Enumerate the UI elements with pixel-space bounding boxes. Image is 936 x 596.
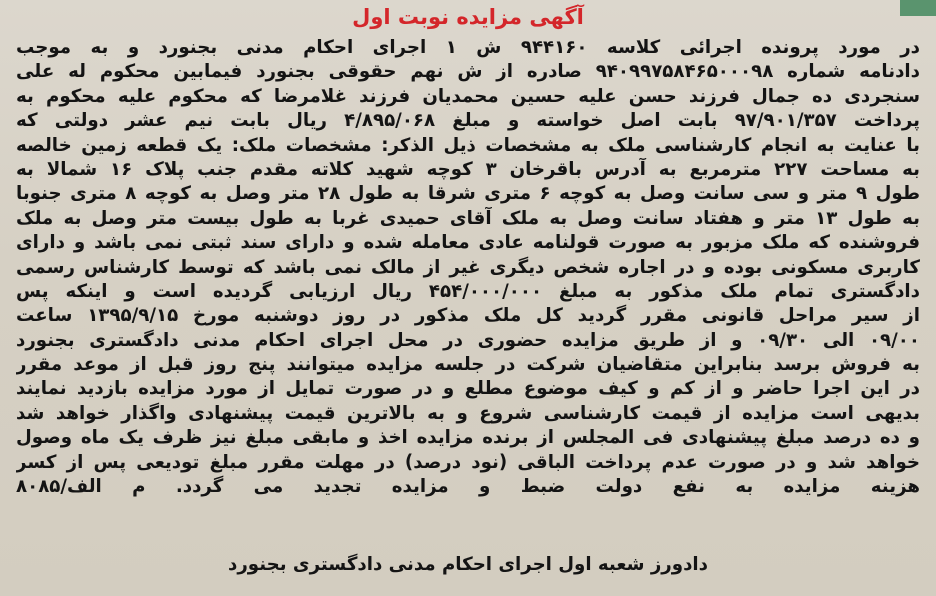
notice-signature: دادورز شعبه اول اجرای احکام مدنی دادگستری بجنورد — [228, 554, 708, 575]
notice-line: دادنامه شماره ۹۴۰۹۹۷۵۸۴۶۵۰۰۰۹۸ صادره از ش نهم حقوقی بجنورد فیمابین محکوم له علی — [16, 61, 920, 83]
notice-line: کاربری مسکونی بوده و در اجاره شخص دیگری غیر از مالک نمی باشد که توسط کارشناس رسمی — [16, 256, 920, 278]
notice-line: در مورد پرونده اجرائی کلاسه ۹۴۴۱۶۰ ش ۱ اجرای احکام مدنی بجنورد و به موجب — [16, 37, 920, 58]
notice-body — [16, 36, 920, 499]
notice-line: از سیر مراحل قانونی مقرر گردید کل ملک مذکور در روز دوشنبه مورخ ۱۳۹۵/۹/۱۵ ساعت — [16, 305, 920, 327]
notice-line: فروشنده که ملک مزبور به صورت قولنامه عادی معامله شده و دارای سند ثبتی نمی باشد و دارای — [16, 232, 920, 254]
notice-line: خواهد شد و در صورت عدم پرداخت الباقی (نود درصد) در مهلت مقرر مبلغ تودیعی پس از کسر — [16, 451, 920, 473]
notice-line: با عنایت به انجام کارشناسی ملک به مشخصات ذیل الذکر: مشخصات ملک: یک قطعه زمین خالصه — [16, 134, 920, 156]
notice-line: دادگستری تمام ملک مذکور به مبلغ ۴۵۴/۰۰۰/۰۰۰ ریال ارزیابی گردیده است و اینکه پس — [16, 280, 920, 302]
notice-line: طول ۹ متر و سی سانت وصل به کوچه ۶ متری شرقا به طول ۲۸ متر وصل به کوچه ۸ متری جنوبا — [16, 183, 920, 205]
notice-line: پرداخت ۹۷/۹۰۱/۳۵۷ بابت اصل خواسته و مبلغ ۴/۸۹۵/۰۶۸ ریال بابت نیم عشر دولتی که — [16, 110, 920, 132]
notice-title: آگهی مزایده نوبت اول — [352, 5, 584, 29]
notice-line: در این اجرا حاضر و از کم و کیف موضوع مطلع و در صورت تمایل از مورد مزایده بازدید نمایند — [16, 378, 920, 400]
notice-line: به طول ۱۳ متر و هفتاد سانت وصل به ملک آقای حمیدی غربا به طول بیست متر وصل به ملک — [16, 207, 920, 229]
notice-line: سنجردی ده جمال فرزند حسن علیه حسین محمدیان فرزند غلامرضا که محکوم علیه محکوم به — [16, 85, 920, 107]
notice-line: به فروش برسد بنابراین متقاضیان شرکت در جلسه مزایده میتوانند پنج روز قبل از موعد مقرر — [16, 354, 920, 376]
notice-line: ۰۹/۰۰ الی ۰۹/۳۰ و از طریق مزایده حضوری در محل اجرای احکام مدنی دادگستری بجنورد — [16, 329, 920, 351]
notice-line: به مساحت ۲۲۷ مترمربع به آدرس باقرخان ۳ کوچه شهید کلاته مقدم جنب پلاک ۱۶ شمالا به — [16, 158, 920, 180]
notice-line: و ده درصد مبلغ پیشنهادی فی المجلس از برنده مزایده اخذ و مابقی مبلغ نیز ظرف یک ماه وصول — [16, 427, 920, 449]
notice-line: بدیهی است مزایده از قیمت کارشناسی شروع و به بالاترین قیمت پیشنهادی واگذار خواهد شد — [16, 402, 920, 424]
notice-line: هزینه مزایده به نفع دولت ضبط و مزایده تجدید می گردد. م الف/۸۰۸۵ — [16, 476, 920, 498]
